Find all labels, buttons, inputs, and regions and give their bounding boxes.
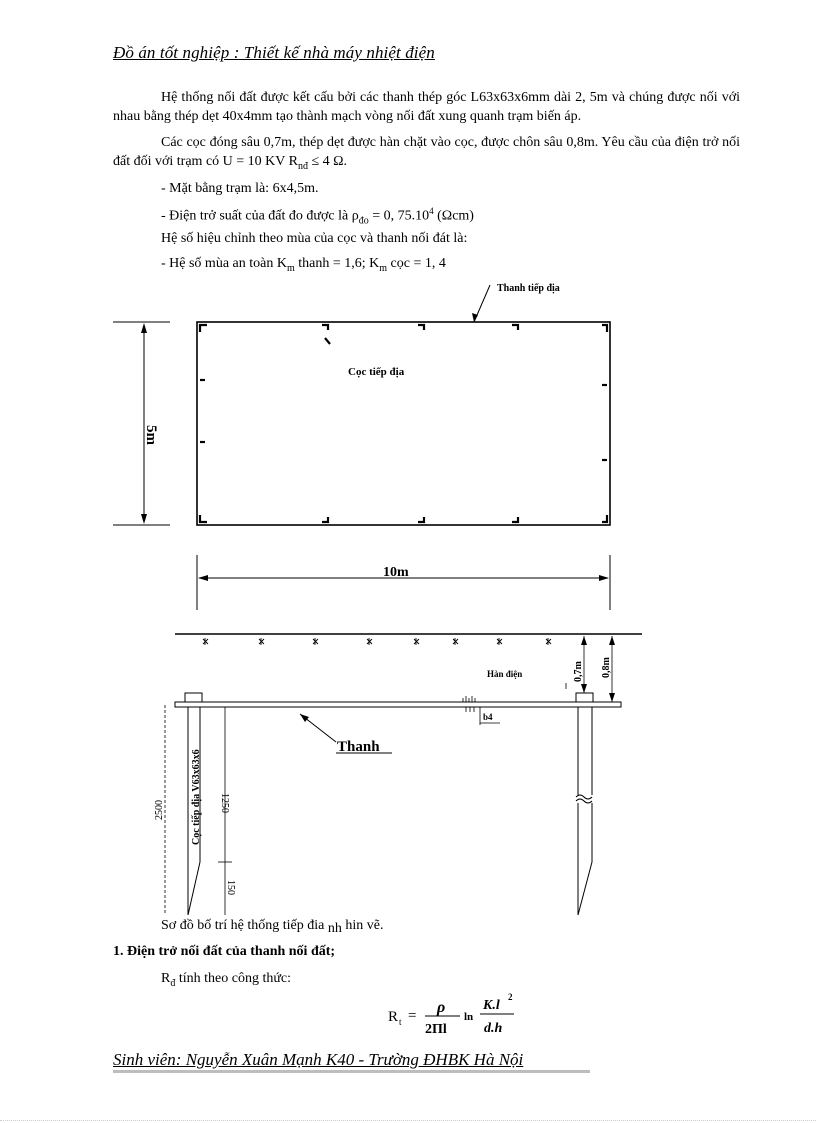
line-2-sub: đo	[358, 215, 369, 227]
label-coc-vertical: Cọc tiếp địa V63x63x6	[191, 749, 202, 845]
paragraph-1: Hệ thống nối đất được kết cấu bởi các thanh thép góc L63x63x6mm dài 2, 5m và chúng được nối với nhau bằng thép dẹt 40x4mm tạo thành mạch vòng nối đất xung quanh trạm biến áp.	[113, 90, 740, 124]
dim-08m: 0,8m	[601, 657, 612, 678]
paragraph-2-sub: nđ	[297, 160, 308, 172]
weld-marks	[463, 696, 475, 712]
footer-shade	[113, 1070, 590, 1073]
formula	[380, 990, 530, 1040]
line-4-c: cọc = 1, 4	[387, 256, 446, 271]
formula-intro-rest: tính theo công thức:	[175, 971, 292, 986]
label-thanh-tiep-dia: Thanh tiếp địa	[497, 283, 560, 294]
line-mat-bang: - Mặt bằng trạm là: 6x4,5m.	[161, 181, 319, 196]
line-4-sub2: m	[379, 262, 388, 274]
right-stake	[576, 693, 593, 915]
paragraph-2-end: ≤ 4 Ω.	[307, 154, 348, 169]
page-footer: Sinh viên: Nguyễn Xuân Mạnh K40 - Trường ĐHBK Hà Nội	[113, 1050, 524, 1069]
formula-intro	[161, 971, 291, 989]
dim-1250: 1250	[219, 793, 230, 813]
line-2-a: - Điện trở suất của đất đo được là ρ	[161, 208, 359, 224]
formula-intro-r: R	[161, 971, 171, 986]
line-4-a: - Hệ số mùa an toàn K	[161, 256, 287, 271]
dim-150: 150	[225, 880, 236, 895]
dim-10m: 10m	[383, 565, 409, 580]
plan-rectangle	[197, 322, 610, 525]
caption-b: hin vẽ.	[345, 918, 384, 933]
section-heading: 1. Điện trở nối đất của thanh nối đất;	[113, 944, 336, 959]
line-he-so-hieu-chinh: Hệ số hiệu chỉnh theo mùa của cọc và thanh nối đát là:	[161, 231, 468, 246]
dim-2500: 2500	[154, 800, 165, 820]
stake-markers	[200, 325, 607, 522]
line-dien-tro-suat	[161, 206, 474, 226]
paragraph-2-text: Các cọc đóng sâu 0,7m, thép dẹt được hàn chặt vào cọc, được chôn sâu 0,8m. Yêu cầu của điện trở nối đất đối với trạm có U = 10 KV R	[113, 135, 740, 169]
formula-intro-sub: đ	[170, 977, 176, 989]
line-2-c: (Ωcm)	[433, 208, 474, 224]
line-4-b: thanh = 1,6; K	[294, 256, 380, 271]
formula-eq: =	[408, 1008, 417, 1024]
diagram-caption	[161, 918, 383, 934]
dim-07m: 0,7m	[573, 661, 584, 682]
line-4-sub1: m	[286, 262, 295, 274]
page-bottom-rule	[0, 1120, 816, 1121]
line-2-b: = 0, 75.10	[368, 208, 430, 224]
label-thanh: Thanh	[337, 739, 380, 755]
formula-ln: ln	[464, 1011, 474, 1023]
formula-rho: ρ	[437, 999, 446, 1016]
caption-nh: nh	[327, 921, 342, 936]
dim-b4: b4	[483, 712, 493, 722]
formula-den: 2Πl	[425, 1022, 447, 1037]
label-han-dien: Hàn điện	[487, 669, 523, 679]
page-header-title: Đồ án tốt nghiệp : Thiết kế nhà máy nhiệt điện	[113, 43, 435, 62]
horizontal-bar	[175, 702, 621, 707]
formula-num2: K.l	[483, 998, 500, 1013]
paragraph-2	[113, 133, 740, 176]
formula-sq: 2	[508, 992, 513, 1002]
line-he-so-mua	[161, 256, 446, 274]
grounding-diagram	[0, 275, 816, 925]
line-2-sup: 4	[429, 206, 434, 216]
caption-a: Sơ đồ bố trí hệ thống tiếp đia	[161, 918, 325, 933]
label-coc-tiep-dia: Cọc tiếp địa	[348, 366, 405, 378]
formula-r-sub: t	[399, 1017, 402, 1027]
dim-5m: 5m	[143, 425, 159, 445]
ground-hatch	[203, 638, 551, 645]
formula-r: R	[388, 1009, 399, 1025]
formula-den2: d.h	[484, 1021, 503, 1036]
